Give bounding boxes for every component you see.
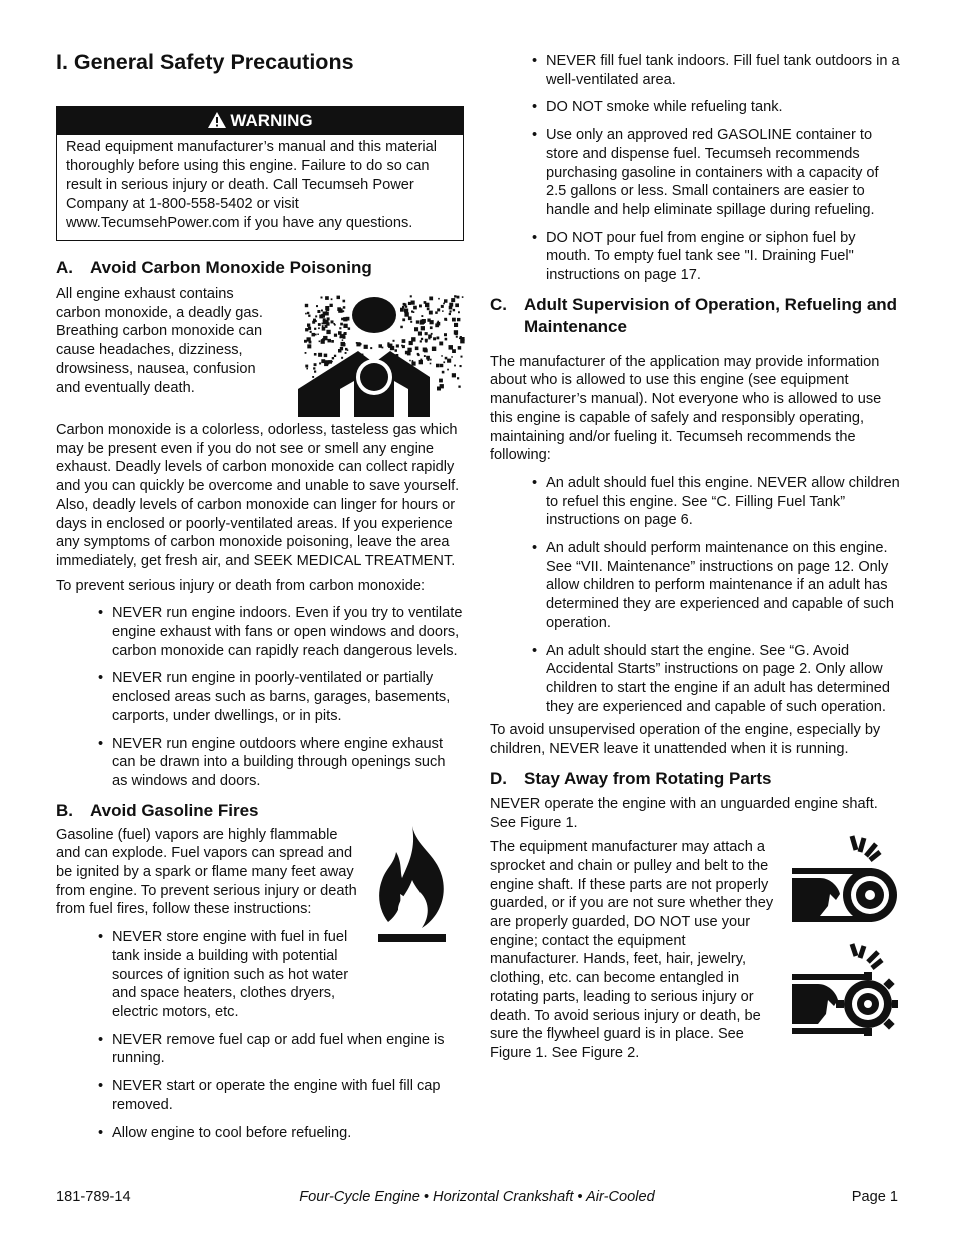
section-c-intro: The manufacturer of the application may provide information about who is allowed to use this engine (see equipment manufacturer’s manual). Not everyone who is allowed to use this engine is capable of safely and responsibly operating, maintaining and/or fueling it. Tecumseh recommends the following: — [490, 353, 882, 464]
footer-doc-number: 181-789-14 — [56, 1189, 131, 1205]
section-c-title: Adult Supervision of Operation, Refueling and Maintenance — [524, 294, 898, 336]
list-item: • NEVER fill fuel tank indoors. Fill fuel tank outdoors in a well-ventilated area. — [490, 52, 900, 89]
section-c-number: C. — [490, 294, 507, 314]
section-b-heading — [56, 800, 464, 822]
footer-center-text: Four-Cycle Engine • Horizontal Crankshaft • Air-Cooled — [299, 1189, 655, 1205]
list-item: • NEVER start or operate the engine with fuel fill cap removed. — [56, 1077, 464, 1114]
chain-sprocket-entanglement-icon — [790, 942, 900, 1046]
section-a-paragraph: Carbon monoxide is a colorless, odorless, tasteless gas which may be present even if you do not see or smell any engine exhaust. Deadly levels of carbon monoxide can collect rapidly and you can quickly be overcome and unable to save yourself. Also, deadly levels of carbon monoxide can linger for hours or days in enclosed or poorly-ventilated areas. If you experience any symptoms of carbon monoxide poisoning, leave the area immediately, get fresh air, and SEEK MEDICAL TREATMENT. — [56, 422, 460, 569]
page-title: I. General Safety Precautions — [56, 50, 354, 74]
section-a-title: Avoid Carbon Monoxide Poisoning — [90, 258, 372, 277]
warning-label: WARNING — [230, 111, 313, 130]
list-item: • An adult should fuel this engine. NEVER allow children to refuel this engine. See “C. Filling Fuel Tank” instructions on page 6. — [490, 474, 900, 530]
right-column — [490, 48, 900, 1063]
section-b-number: B. — [56, 800, 73, 820]
list-item: • Allow engine to cool before refueling. — [56, 1124, 464, 1143]
section-b-title: Avoid Gasoline Fires — [90, 800, 259, 820]
section-b-block — [56, 826, 464, 1143]
list-item: • An adult should perform maintenance on this engine. See “VII. Maintenance” instructions on page 12. Only allow children to perform maintenance if an adult has determined they are experienced and capable of such operation. — [490, 539, 900, 633]
list-item: • NEVER remove fuel cap or add fuel when engine is running. — [56, 1031, 464, 1068]
section-a-intro-block — [56, 285, 464, 417]
section-d-title: Stay Away from Rotating Parts — [524, 768, 772, 788]
section-d-heading — [490, 768, 900, 790]
section-a-heading — [56, 257, 464, 279]
section-a-bullets — [56, 604, 464, 790]
section-b-intro: Gasoline (fuel) vapors are highly flammable and can explode. Fuel vapors can spread and be ignited by a spark or flame many feet away from engine. To prevent serious injury or death from fuel fires, follow these instructions: — [56, 826, 357, 918]
list-item: • DO NOT pour fuel from engine or siphon fuel by mouth. To empty fuel tank see "I. Draining Fuel" instructions on page 17. — [490, 229, 900, 285]
warning-triangle-icon — [207, 111, 227, 129]
section-c-outro: To avoid unsupervised operation of the engine, especially by children, NEVER leave it unattended when it is running. — [490, 722, 881, 758]
section-d-number: D. — [490, 768, 507, 788]
warning-header — [57, 107, 463, 135]
list-item: • NEVER run engine indoors. Even if you try to ventilate engine exhaust with fans or open windows and doors, carbon monoxide can rapidly reach dangerous levels. — [56, 604, 464, 660]
section-d-paragraph-1: NEVER operate the engine with an unguarded engine shaft. See Figure 1. — [490, 795, 878, 831]
left-column — [56, 48, 464, 1151]
section-a-number: A. — [56, 258, 73, 277]
list-item: • Use only an approved red GASOLINE container to store and dispense fuel. Tecumseh recommends purchasing gasoline in containers with a capacity of 2.5 gallons or less. Small containers are easier to handle and help eliminate spillage during refueling. — [490, 126, 900, 220]
belt-pulley-entanglement-icon — [790, 834, 900, 938]
section-b-bullets-continued — [490, 52, 900, 285]
section-c-bullets — [490, 474, 900, 716]
warning-box — [56, 106, 464, 241]
section-a-intro: All engine exhaust contains carbon monoxide, a deadly gas. Breathing carbon monoxide can cause headaches, dizziness, drowsiness, nausea, confusion and eventually death. — [56, 286, 263, 396]
section-b-bullets — [56, 928, 464, 1142]
list-item: • DO NOT smoke while refueling tank. — [490, 98, 900, 117]
section-c-heading — [490, 294, 900, 338]
list-item: • NEVER store engine with fuel in fuel tank inside a building with potential sources of ignition such as hot water and space heaters, clothes dryers, electric motors, etc. — [56, 928, 464, 1022]
section-d-block — [490, 838, 900, 1062]
list-item: • NEVER run engine outdoors where engine exhaust can be drawn into a building through openings such as windows and doors. — [56, 735, 464, 791]
list-item: • An adult should start the engine. See “G. Avoid Accidental Starts” instructions on page 2. Only allow children to start the engine if an adult has determined they are experienced and capable of such operation. — [490, 642, 900, 717]
list-item: • NEVER run engine in poorly-ventilated or partially enclosed areas such as barns, garages, basements, carports, under dwellings, or in pits. — [56, 669, 464, 725]
section-d-paragraph-2: The equipment manufacturer may attach a sprocket and chain or pulley and belt to the engine shaft. If these parts are not properly guarded, or if you are not sure whether they are properly guarded, DO NOT use your engine; contact the equipment manufacturer. Hands, feet, hair, jewelry, clothing, etc. can become entangled in rotating parts, leading to serious injury or death. To avoid serious injury or death, be sure the flywheel guard is in place. See Figure 1. See Figure 2. — [490, 839, 774, 1061]
section-a-lead: To prevent serious injury or death from carbon monoxide: — [56, 577, 426, 594]
warning-text: Read equipment manufacturer’s manual and this material thoroughly before using this engine. Failure to do so can result in serious injury or death. Call Tecumseh Power Company at 1-800-558-5402 or visit www.TecumsehPower.com if you have any questions. — [66, 139, 437, 231]
footer-page-number: Page 1 — [851, 1189, 898, 1205]
carbon-monoxide-person-icon — [296, 293, 466, 421]
